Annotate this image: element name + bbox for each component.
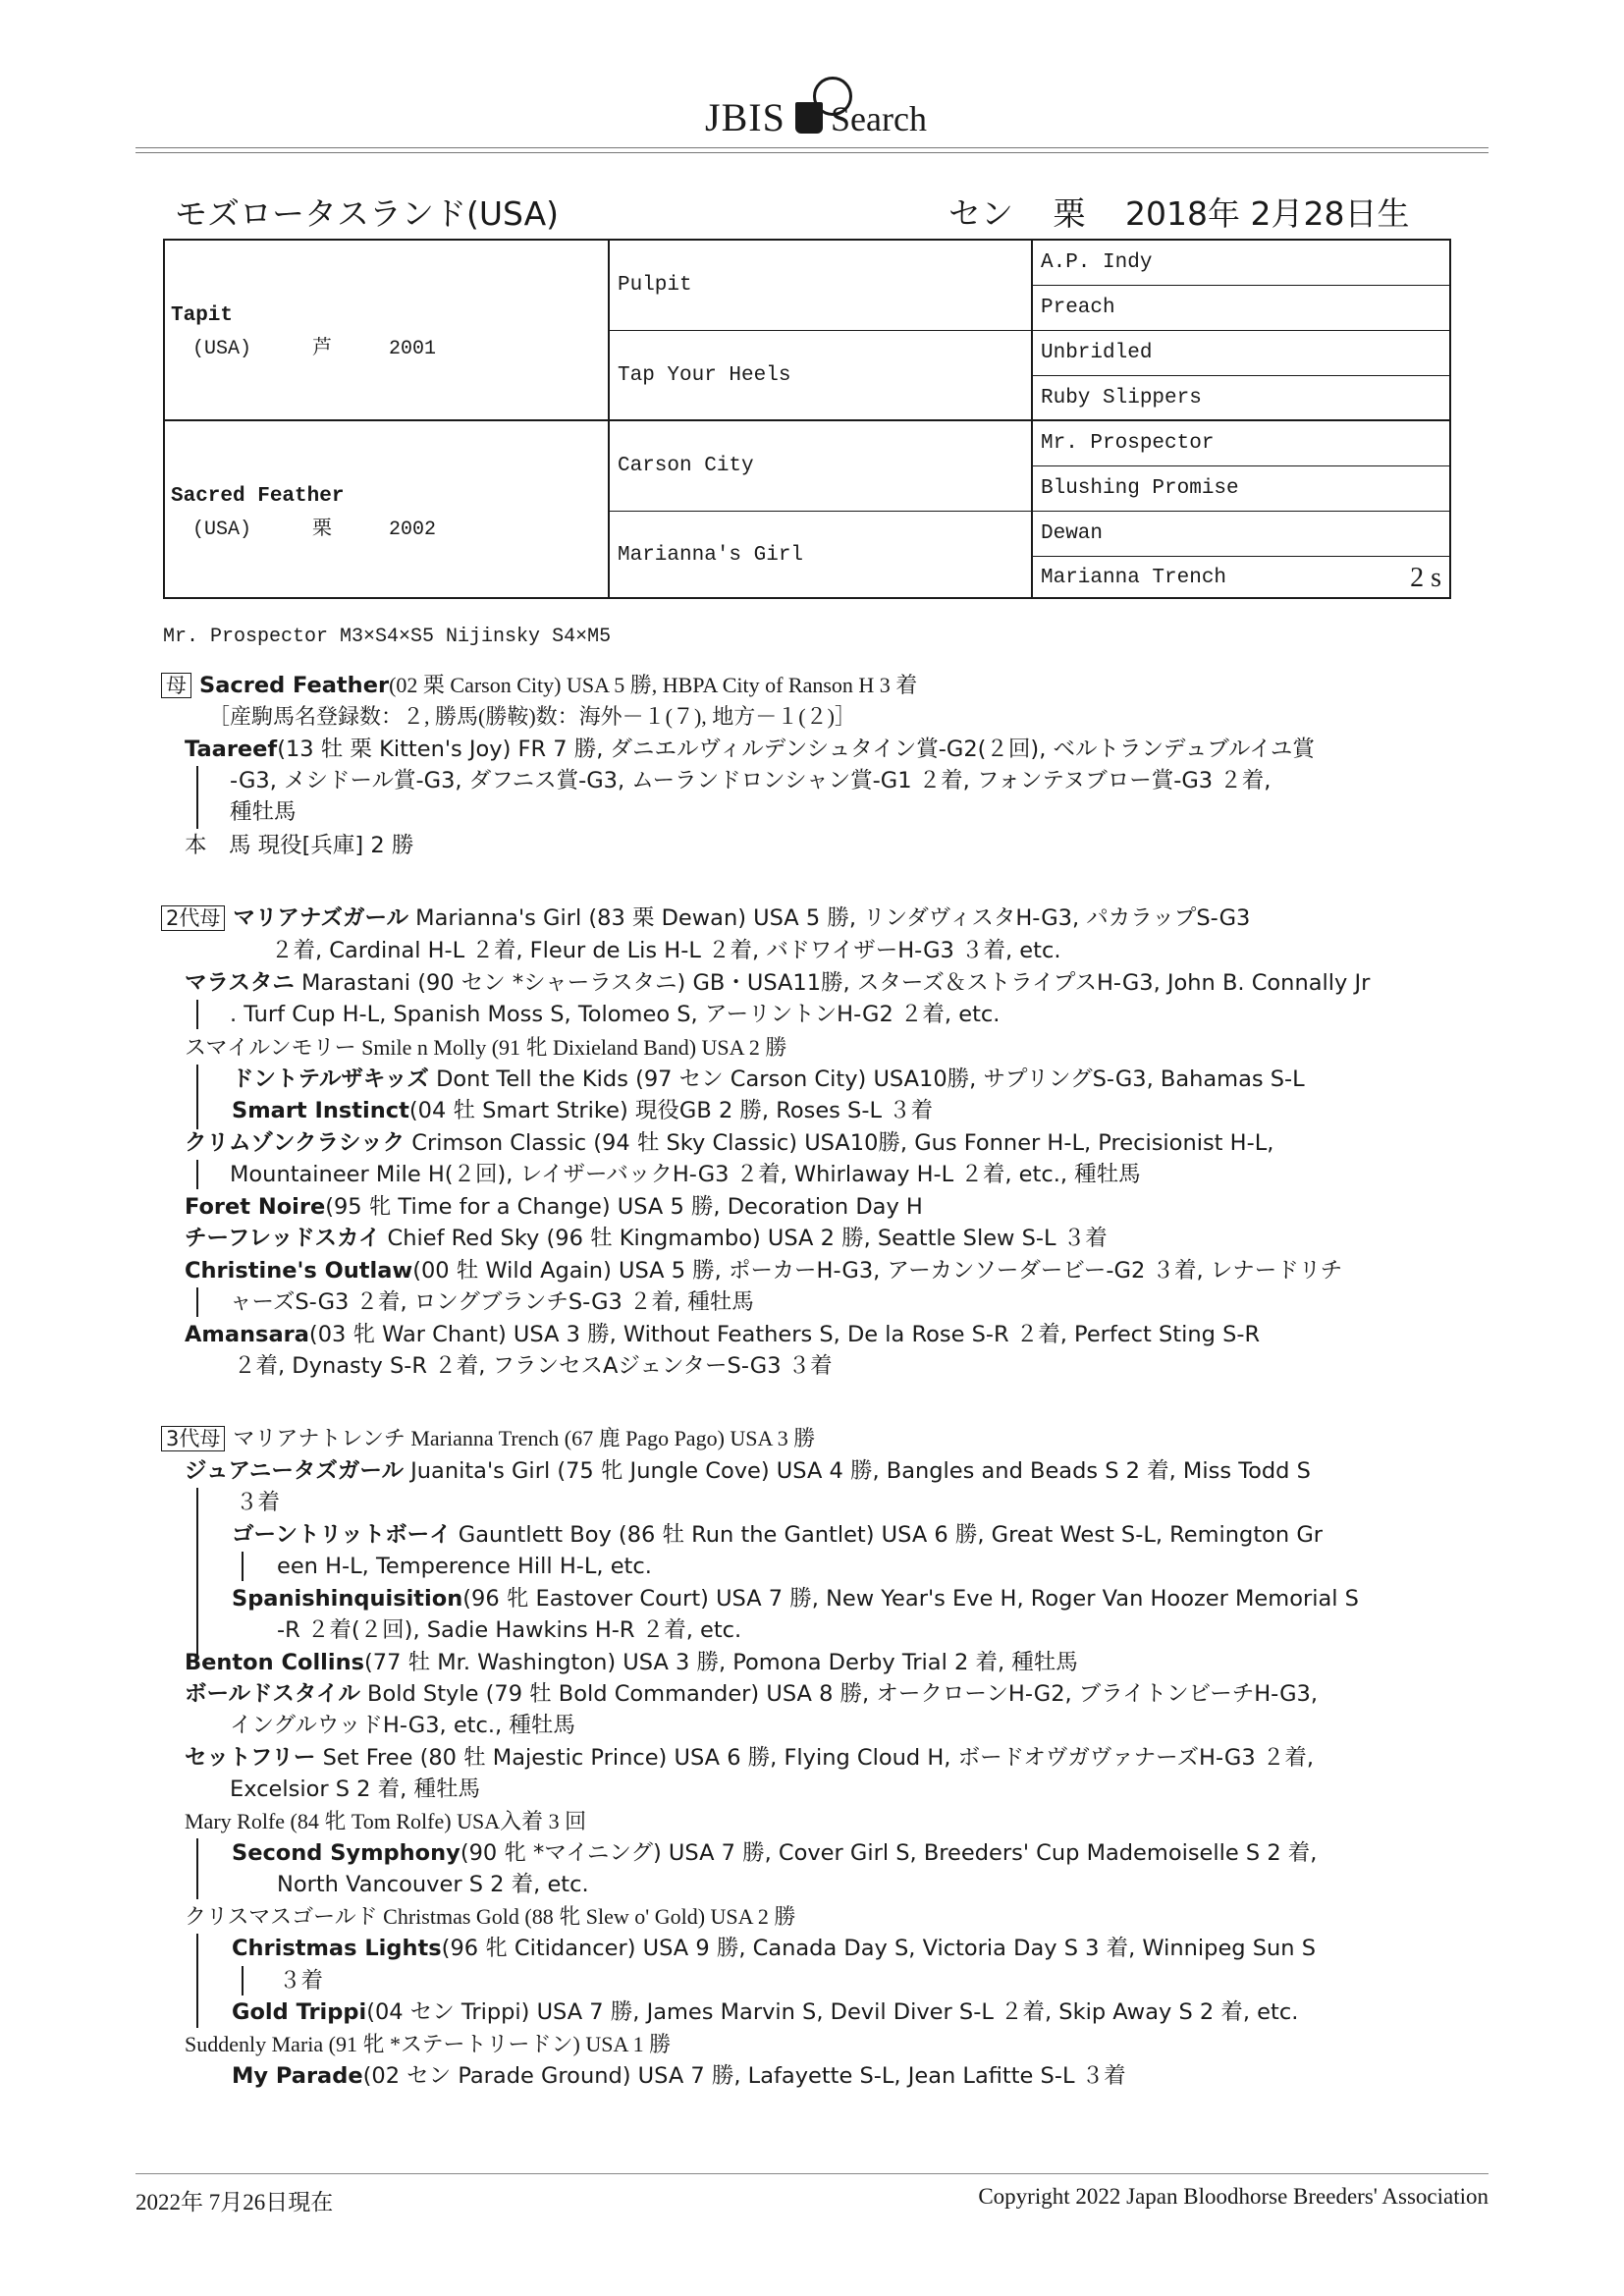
family-line: Christmas Lights(96 牝 Citidancer) USA 9 勝, Canada Day S, Victoria Day S 3 着, Winnipeg Sun S <box>232 1936 1316 1961</box>
third-dam-line: 3代母 マリアナトレンチ Marianna Trench (67 鹿 Pago Pago) USA 3 勝 <box>161 1424 815 1453</box>
produce-stats: ［産駒馬名登録数：２, 勝馬(勝鞍)数：海外－１(７), 地方－１(２)］ <box>208 704 856 729</box>
pedigree-table <box>163 239 1451 599</box>
tree-bar <box>196 766 198 829</box>
dam-line: 母 Sacred Feather(02 栗 Carson City) USA 5 勝, HBPA City of Ranson H 3 着 <box>161 671 917 700</box>
family-line: -R ２着(２回), Sadie Hawkins H-R ２着, etc. <box>277 1617 742 1643</box>
gen3-6: Blushing Promise <box>1033 466 1451 512</box>
tree-bar <box>196 1838 198 1899</box>
footer-rule <box>135 2173 1489 2174</box>
horse-name: モズロータスランド(USA) <box>175 194 560 233</box>
horse-color: 栗 <box>1053 194 1086 233</box>
sire-cell <box>165 241 610 421</box>
tree-bar <box>196 1160 198 1189</box>
horse-sex: セン <box>948 194 1013 233</box>
logo-search-text: Search <box>831 99 927 138</box>
family-line: Suddenly Maria (91 牝 *ステートリードン) USA 1 勝 <box>185 2032 672 2056</box>
gen3-3: Unbridled <box>1033 331 1451 376</box>
family-line: My Parade(02 セン Parade Ground) USA 7 勝, Lafayette S-L, Jean Lafitte S-L ３着 <box>232 2063 1126 2089</box>
family-line: Mountaineer Mile H(２回), レイザーバックH-G3 ２着, Whirlaway H-L ２着, etc., 種牡馬 <box>230 1162 1141 1187</box>
family-line: ゴーントリットボーイ Gauntlett Boy (86 牡 Run the Gantlet) USA 6 勝, Great West S-L, Remington Gr <box>232 1522 1324 1548</box>
family-line: Spanishinquisition(96 牝 Eastover Court) USA 7 勝, New Year's Eve H, Roger Van Hoozer Memorial S <box>232 1586 1359 1612</box>
logo-jbis-text: JBIS <box>705 95 785 139</box>
gen2-dam-dam: Marianna's Girl <box>610 512 1033 599</box>
gen2-dam-sire: Carson City <box>610 421 1033 512</box>
gen3-8: Marianna Trench 2 s <box>1041 562 1441 593</box>
family-line: Mary Rolfe (84 牝 Tom Rolfe) USA入着 3 回 <box>185 1809 587 1833</box>
family-line: クリムゾンクラシック Crimson Classic (94 牡 Sky Classic) USA10勝, Gus Fonner H-L, Precisionist H-L, <box>185 1130 1274 1156</box>
family-line: ３着 <box>279 1968 324 1994</box>
family-line: ２着, Cardinal H-L ２着, Fleur de Lis H-L ２着, バドワイザーH-G3 ３着, etc. <box>271 938 1061 963</box>
family-line: Benton Collins(77 牡 Mr. Washington) USA 3 勝, Pomona Derby Trial 2 着, 種牡馬 <box>185 1650 1078 1675</box>
dam-tag: 母 <box>161 673 191 698</box>
second-dam-tag: 2代母 <box>161 905 225 931</box>
family-line: チーフレッドスカイ Chief Red Sky (96 牡 Kingmambo) USA 2 勝, Seattle Slew S-L ３着 <box>185 1226 1108 1251</box>
family-line: 種牡馬 <box>230 799 297 825</box>
header-rule <box>135 147 1489 153</box>
family-line: Taareef(13 牡 栗 Kitten's Joy) FR 7 勝, ダニエルヴィルデンシュタイン賞-G2(２回), ベルトランデュブルイユ賞 <box>185 737 1315 762</box>
gen2-sire-sire: Pulpit <box>610 241 1033 331</box>
tree-bar <box>196 1065 198 1129</box>
horse-birth: 2018年 2月28日生 <box>1125 194 1410 233</box>
family-line: ジュアニータズガール Juanita's Girl (75 牝 Jungle Cove) USA 4 勝, Bangles and Beads S 2 着, Miss Todd S <box>185 1458 1311 1484</box>
gen3-7: Dewan <box>1033 512 1451 557</box>
family-line: Gold Trippi(04 セン Trippi) USA 7 勝, James Marvin S, Devil Diver S-L ２着, Skip Away S 2 着, etc. <box>232 1999 1299 2025</box>
gen3-5: Mr. Prospector <box>1033 421 1451 466</box>
gen2-sire-dam: Tap Your Heels <box>610 331 1033 421</box>
family-line: Amansara(03 牝 War Chant) USA 3 勝, Without Feathers S, De la Rose S-R ２着, Perfect Sting S-R <box>185 1322 1261 1347</box>
family-line: Excelsior S 2 着, 種牡馬 <box>230 1777 480 1802</box>
this-horse-line: 本 馬 現役[兵庫] 2 勝 <box>185 833 414 858</box>
family-line: ３着 <box>236 1490 281 1515</box>
dam-details: (USA) 栗 2002 <box>192 519 437 541</box>
family-line: Christine's Outlaw(00 牡 Wild Again) USA 5 勝, ポーカーH-G3, アーカンソーダービー-G2 ３着, レナードリチ <box>185 1258 1343 1284</box>
family-line: マラスタニ Marastani (90 セン *シャーラスタニ) GB・USA11勝, スターズ＆ストライプスH-G3, John B. Connally Jr <box>185 970 1371 996</box>
family-line: ボールドスタイル Bold Style (79 牡 Bold Commander) USA 8 勝, オークローンH-G2, ブライトンビーチH-G3, <box>185 1681 1319 1707</box>
jbis-search-logo <box>705 77 941 145</box>
family-line: North Vancouver S 2 着, etc. <box>277 1872 589 1897</box>
horse-info <box>948 189 1438 235</box>
pedigree-mark: 2 s <box>1410 562 1441 593</box>
tree-bar <box>242 1966 244 1995</box>
copyright: Copyright 2022 Japan Bloodhorse Breeders' Association <box>978 2184 1489 2209</box>
gen3-4: Ruby Slippers <box>1033 376 1451 421</box>
sire-details: (USA) 芦 2001 <box>192 338 437 360</box>
family-line: . Turf Cup H-L, Spanish Moss S, Tolomeo S, アーリントンH-G2 ２着, etc. <box>230 1002 1001 1027</box>
family-line: クリスマスゴールド Christmas Gold (88 牝 Slew o' Gold) USA 2 勝 <box>185 1904 796 1929</box>
inbreeding-line: Mr. Prospector M3×S4×S5 Nijinsky S4×M5 <box>163 626 612 648</box>
family-line: ャーズS-G3 ２着, ロングブランチS-G3 ２着, 種牡馬 <box>230 1289 754 1315</box>
tree-bar <box>196 1000 198 1029</box>
third-dam-tag: 3代母 <box>161 1426 225 1451</box>
tree-bar <box>196 1934 198 2028</box>
family-line: -G3, メシドール賞-G3, ダフニス賞-G3, ムーランドロンシャン賞-G1 ２着, フォンテヌブロー賞-G3 ２着, <box>230 768 1272 793</box>
dam-cell <box>165 421 610 599</box>
family-line: een H-L, Temperence Hill H-L, etc. <box>277 1554 652 1579</box>
tree-bar <box>196 1287 198 1317</box>
family-line: Foret Noire(95 牝 Time for a Change) USA 5 勝, Decoration Day H <box>185 1194 923 1220</box>
family-line: イングルウッドH-G3, etc., 種牡馬 <box>230 1713 575 1738</box>
tree-bar <box>196 1488 198 1659</box>
family-line: スマイルンモリー Smile n Molly (91 牝 Dixieland Band) USA 2 勝 <box>185 1035 787 1060</box>
family-line: Second Symphony(90 牝 *マイニング) USA 7 勝, Cover Girl S, Breeders' Cup Mademoiselle S 2 着, <box>232 1840 1318 1866</box>
as-of-date: 2022年 7月26日現在 <box>135 2190 334 2214</box>
tree-bar <box>242 1552 244 1581</box>
gen3-2: Preach <box>1033 286 1451 331</box>
sire-name: Tapit <box>171 304 234 327</box>
gen3-1: A.P. Indy <box>1033 241 1451 286</box>
dam-name: Sacred Feather <box>171 485 345 508</box>
second-dam-line: 2代母 マリアナズガール Marianna's Girl (83 栗 Dewan) USA 5 勝, リンダヴィスタH-G3, パカラップS-G3 <box>161 903 1250 933</box>
family-line: Smart Instinct(04 牡 Smart Strike) 現役GB 2 勝, Roses S-L ３着 <box>232 1098 934 1123</box>
family-line: ２着, Dynasty S-R ２着, フランセスAジェンターS-G3 ３着 <box>234 1353 833 1379</box>
family-line: ドントテルザキッズ Dont Tell the Kids (97 セン Carson City) USA10勝, サプリングS-G3, Bahamas S-L <box>232 1066 1305 1092</box>
family-line: セットフリー Set Free (80 牡 Majestic Prince) USA 6 勝, Flying Cloud H, ボードオヴガヴァナーズH-G3 ２着, <box>185 1745 1314 1771</box>
